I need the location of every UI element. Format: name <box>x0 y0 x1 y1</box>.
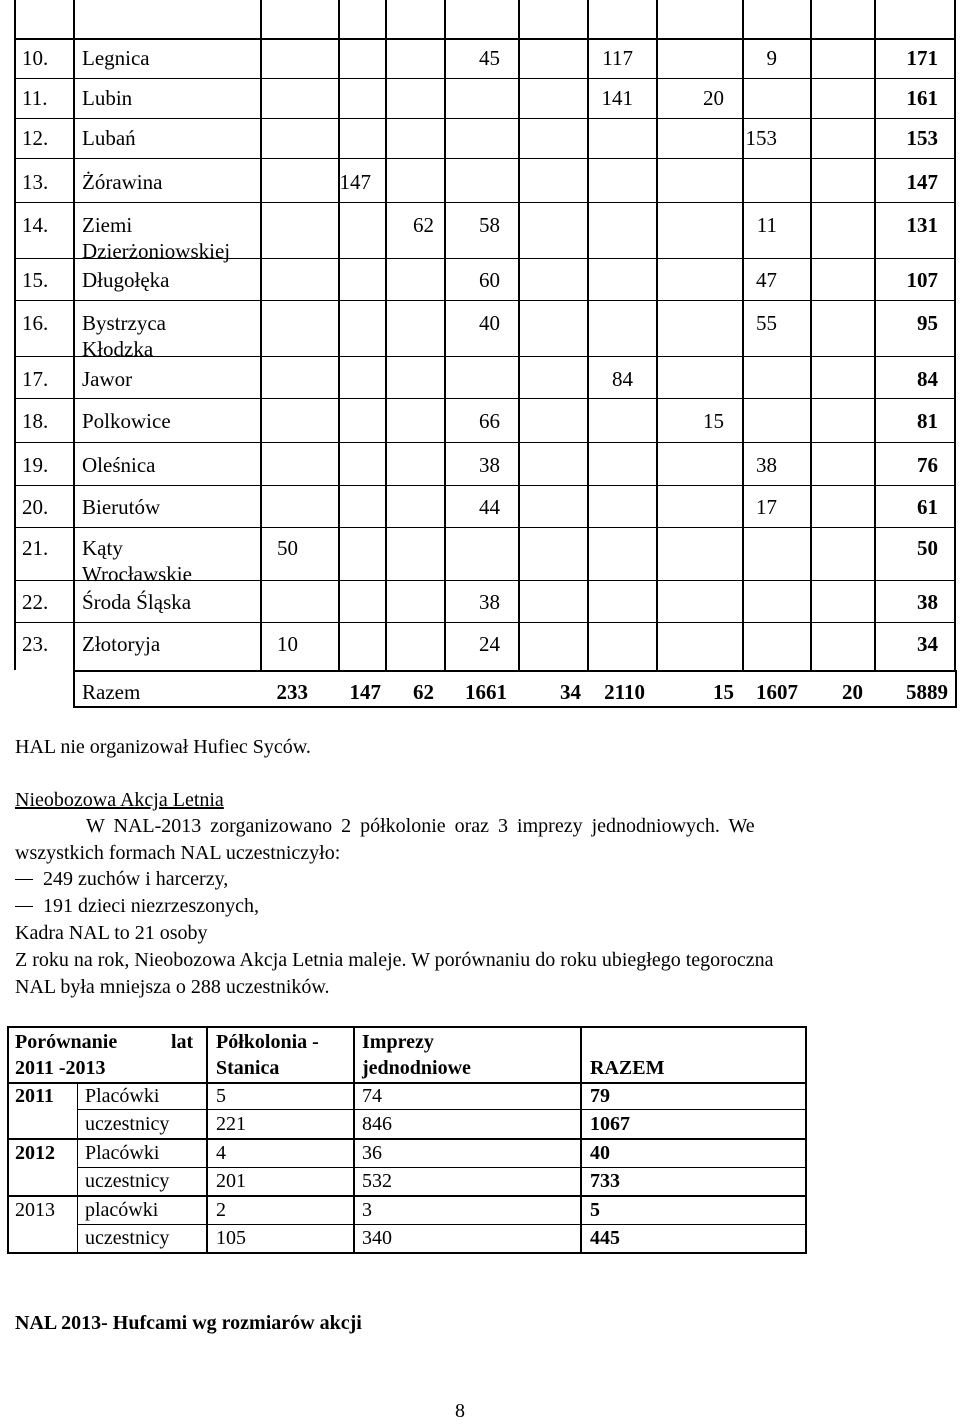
row-number: 10. <box>22 46 49 70</box>
razem-value: 15 <box>713 680 734 704</box>
row-name: Środa Śląska <box>82 590 192 614</box>
section-title: Nieobozowa Akcja Letnia <box>15 789 224 811</box>
row-number: 13. <box>22 170 49 194</box>
table-border <box>385 0 387 670</box>
table-border <box>805 1026 807 1254</box>
row-value: 66 <box>479 409 500 433</box>
row-total: 1067 <box>590 1113 630 1135</box>
row-total: 34 <box>917 632 938 656</box>
table-border <box>444 0 446 670</box>
row-total: 147 <box>906 170 938 194</box>
row-value: 74 <box>362 1085 382 1107</box>
row-value: 532 <box>362 1170 392 1192</box>
row-value: 38 <box>479 453 500 477</box>
table-border <box>742 0 744 670</box>
paragraph-line3: Kadra NAL to 21 osoby <box>15 922 208 944</box>
row-number: 21. <box>22 536 49 560</box>
table-border <box>77 1167 807 1168</box>
row-value: 141 <box>601 86 633 110</box>
row-value: 44 <box>479 495 500 519</box>
row-year: 2011 <box>15 1085 54 1107</box>
table-border <box>874 0 876 670</box>
table-border <box>580 1026 582 1254</box>
row-total: 153 <box>906 126 938 150</box>
row-total: 61 <box>917 495 938 519</box>
row-number: 23. <box>22 632 49 656</box>
razem-value: 34 <box>560 680 581 704</box>
row-name: Złotoryja <box>82 632 161 656</box>
row-value: 84 <box>612 367 633 391</box>
row-label: placówki <box>85 1199 159 1221</box>
row-value: 10 <box>277 632 298 656</box>
table-border <box>7 1026 807 1028</box>
table-border <box>14 442 956 443</box>
row-value: 3 <box>362 1199 372 1221</box>
row-total: 79 <box>590 1085 610 1107</box>
row-value: 4 <box>216 1142 226 1164</box>
row-name: Lubin <box>82 86 133 110</box>
row-value: 50 <box>277 536 298 560</box>
row-name: Żórawina <box>82 170 163 194</box>
row-total: 50 <box>917 536 938 560</box>
table-border <box>14 158 956 159</box>
row-name: Dzierżoniowskiej <box>82 239 231 263</box>
row-value: 24 <box>479 632 500 656</box>
header-lat: lat <box>171 1031 194 1053</box>
table-border <box>14 485 956 486</box>
table-border <box>656 0 658 670</box>
row-name: Bierutów <box>82 495 161 519</box>
bullet-item: 249 zuchów i harcerzy, <box>43 868 229 890</box>
row-number: 14. <box>22 213 49 237</box>
row-total: 131 <box>906 213 938 237</box>
row-value: 11 <box>756 213 777 237</box>
row-value: 2 <box>216 1199 226 1221</box>
footer-title: NAL 2013- Hufcami wg rozmiarów akcji <box>15 1312 362 1334</box>
row-value: 201 <box>216 1170 246 1192</box>
row-total: 171 <box>906 46 938 70</box>
razem-value: 5889 <box>906 680 948 704</box>
table-border <box>954 0 956 670</box>
row-value: 62 <box>413 213 434 237</box>
row-name: Wrocławskie <box>82 562 192 586</box>
note-text: HAL nie organizował Hufiec Syców. <box>15 736 311 758</box>
bullet-dash <box>15 906 33 907</box>
table-border <box>7 1138 807 1140</box>
row-total: 38 <box>917 590 938 614</box>
table-border <box>518 0 520 670</box>
row-name: Jawor <box>82 367 133 391</box>
razem-value: 233 <box>276 680 308 704</box>
row-value: 17 <box>756 495 777 519</box>
row-label: uczestnicy <box>85 1170 170 1192</box>
row-total: 76 <box>917 453 938 477</box>
row-total: 40 <box>590 1142 610 1164</box>
row-value: 55 <box>756 311 777 335</box>
row-total: 5 <box>590 1199 600 1221</box>
row-label: Placówki <box>85 1085 160 1107</box>
row-label: uczestnicy <box>85 1113 170 1135</box>
table-border <box>77 1082 78 1254</box>
table-border <box>77 1224 807 1225</box>
table-border <box>14 0 16 670</box>
row-name: Bystrzyca <box>82 311 166 335</box>
row-value: 47 <box>756 268 777 292</box>
row-value: 105 <box>216 1227 246 1249</box>
razem-value: 1661 <box>465 680 507 704</box>
paragraph-line2: wszystkich formach NAL uczestniczyło: <box>15 842 341 864</box>
row-value: 9 <box>766 46 777 70</box>
row-name: Ziemi <box>82 213 133 237</box>
row-label: Placówki <box>85 1142 160 1164</box>
row-value: 20 <box>703 86 724 110</box>
row-total: 84 <box>917 367 938 391</box>
ranking-table <box>0 0 960 712</box>
table-border <box>7 1195 807 1197</box>
table-border <box>7 1252 807 1254</box>
table-border <box>14 202 956 203</box>
table-border <box>14 300 956 301</box>
row-value: 58 <box>479 213 500 237</box>
header-years: 2011 -2013 <box>15 1057 106 1079</box>
row-value: 60 <box>479 268 500 292</box>
row-value: 340 <box>362 1227 392 1249</box>
header-razem: RAZEM <box>590 1057 665 1079</box>
row-number: 17. <box>22 367 49 391</box>
table-border <box>7 1026 9 1254</box>
row-name: Długołęka <box>82 268 170 292</box>
row-number: 12. <box>22 126 49 150</box>
row-number: 15. <box>22 268 49 292</box>
bullet-item: 191 dzieci niezrzeszonych, <box>43 895 260 917</box>
table-border <box>353 1026 355 1254</box>
row-name: Kłodzka <box>82 337 154 361</box>
row-number: 20. <box>22 495 49 519</box>
table-border <box>73 0 75 670</box>
bullet-dash <box>15 879 33 880</box>
row-value: 153 <box>745 126 777 150</box>
table-border <box>260 0 262 670</box>
table-border <box>14 622 956 623</box>
row-total: 445 <box>590 1227 620 1249</box>
row-name: Legnica <box>82 46 150 70</box>
table-border <box>206 1026 208 1254</box>
row-number: 18. <box>22 409 49 433</box>
row-value: 147 <box>339 170 371 194</box>
table-border <box>14 356 956 357</box>
paragraph-line1: W NAL-2013 zorganizowano 2 półkolonie oraz 3 imprezy jednodniowych. We <box>86 815 755 837</box>
row-number: 11. <box>22 86 48 110</box>
row-value: 221 <box>216 1113 246 1135</box>
row-total: 161 <box>906 86 938 110</box>
header-stanica: Stanica <box>216 1057 280 1079</box>
page-number: 8 <box>455 1400 465 1422</box>
razem-value: 147 <box>349 680 381 704</box>
table-border <box>14 118 956 119</box>
row-value: 40 <box>479 311 500 335</box>
razem-value: 62 <box>413 680 434 704</box>
razem-value: 1607 <box>756 680 798 704</box>
row-year: 2013 <box>15 1199 55 1221</box>
header-jednodniowe: jednodniowe <box>362 1057 471 1079</box>
row-number: 22. <box>22 590 49 614</box>
row-value: 36 <box>362 1142 382 1164</box>
razem-value: 2110 <box>604 680 645 704</box>
row-year: 2012 <box>15 1142 55 1164</box>
row-value: 38 <box>756 453 777 477</box>
header-imprezy: Imprezy <box>362 1031 434 1053</box>
row-value: 15 <box>703 409 724 433</box>
row-name: Polkowice <box>82 409 171 433</box>
row-number: 19. <box>22 453 49 477</box>
row-total: 733 <box>590 1170 620 1192</box>
table-border <box>338 0 340 670</box>
header-porownanie: Porównanie <box>15 1031 118 1053</box>
row-total: 81 <box>917 409 938 433</box>
row-name: Lubań <box>82 126 136 150</box>
row-value: 117 <box>602 46 633 70</box>
paragraph-line4: Z roku na rok, Nieobozowa Akcja Letnia maleje. W porównaniu do roku ubiegłego tegoroczna <box>15 949 774 971</box>
row-value: 38 <box>479 590 500 614</box>
table-border <box>14 78 956 79</box>
row-name: Oleśnica <box>82 453 156 477</box>
table-border <box>14 38 956 40</box>
row-value: 846 <box>362 1113 392 1135</box>
table-border <box>77 1109 807 1110</box>
razem-label: Razem <box>82 680 141 704</box>
row-total: 107 <box>906 268 938 292</box>
header-polkolonia: Półkolonia - <box>216 1031 319 1053</box>
row-name: Kąty <box>82 536 123 560</box>
row-label: uczestnicy <box>85 1227 170 1249</box>
row-value: 45 <box>479 46 500 70</box>
table-border <box>14 527 956 528</box>
table-border <box>14 398 956 399</box>
razem-value: 20 <box>842 680 863 704</box>
row-total: 95 <box>917 311 938 335</box>
compare-table <box>0 1026 820 1256</box>
table-border <box>810 0 812 670</box>
paragraph-line5: NAL była mniejsza o 288 uczestników. <box>15 976 330 998</box>
row-value: 5 <box>216 1085 226 1107</box>
row-number: 16. <box>22 311 49 335</box>
